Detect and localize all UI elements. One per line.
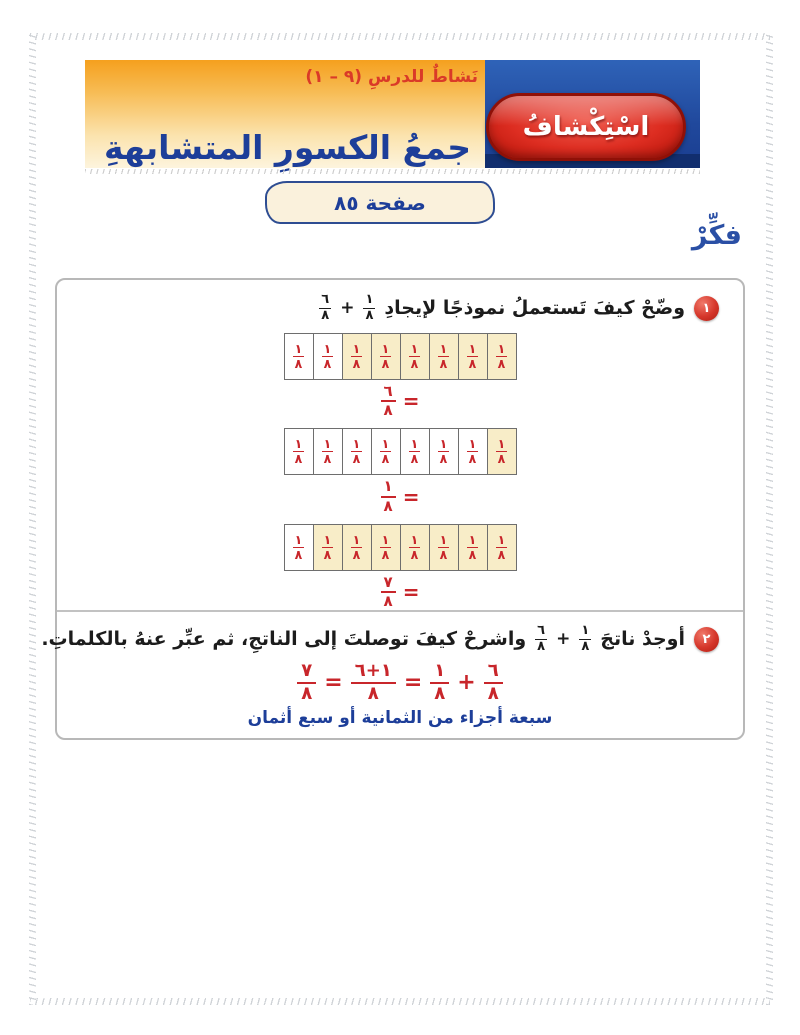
lesson-header-banner <box>85 60 700 168</box>
equation-result-fraction: $\frac{٧}{٨}$ <box>297 661 316 704</box>
fraction-cell: $\frac{١}{٨}$ <box>400 524 430 571</box>
fraction-strip <box>284 333 517 380</box>
question-1-number-badge: ١ <box>694 296 719 321</box>
question-1-line <box>57 293 743 324</box>
fraction-cell: $\frac{١}{٨}$ <box>371 524 401 571</box>
explore-badge-label: اسْتِكْشافُ <box>522 112 650 142</box>
equation-addend-a-fraction: $\frac{١}{٨}$ <box>430 661 449 704</box>
explore-badge <box>486 93 686 161</box>
equals-sign: = <box>402 484 420 509</box>
fraction-strip-block-3 <box>284 524 517 611</box>
plus-sign: + <box>457 670 476 696</box>
fraction-cell: $\frac{١}{٨}$ <box>429 428 459 475</box>
fraction-strip <box>284 524 517 571</box>
header-underline <box>85 169 700 174</box>
answer-in-words: سبعة أجزاء من الثمانية أو سبع أثمان <box>247 708 553 729</box>
lesson-title: جمعُ الكسورِ المتشابهةِ <box>103 127 472 167</box>
fraction-strip-block-1 <box>284 333 517 420</box>
strip-result-1 <box>284 383 517 420</box>
question-2-fraction-b: $\frac{٦}{٨}$ <box>537 623 546 654</box>
question-2-prompt-start: أوجدْ ناتجَ <box>600 628 685 651</box>
fraction-cell: $\frac{١}{٨}$ <box>284 524 314 571</box>
fraction-cell: $\frac{١}{٨}$ <box>487 428 517 475</box>
fraction-cell: $\frac{١}{٨}$ <box>284 333 314 380</box>
page-number-sticker <box>265 181 495 224</box>
question-2-number-badge: ٢ <box>694 627 719 652</box>
fraction-cell: $\frac{١}{٨}$ <box>487 524 517 571</box>
question-1-section <box>57 280 743 612</box>
fraction-cell: $\frac{١}{٨}$ <box>342 333 372 380</box>
equals-sign: = <box>402 389 420 414</box>
fraction-cell: $\frac{١}{٨}$ <box>371 428 401 475</box>
equals-sign: = <box>324 670 343 696</box>
fraction-cell: $\frac{١}{٨}$ <box>284 428 314 475</box>
fraction-strip-block-2 <box>284 428 517 515</box>
plus-sign: + <box>556 629 571 650</box>
think-heading: فكِّرْ <box>691 220 742 251</box>
question-2-fraction-a: $\frac{١}{٨}$ <box>581 623 590 654</box>
fraction-cell: $\frac{١}{٨}$ <box>400 333 430 380</box>
fraction-cell: $\frac{١}{٨}$ <box>458 428 488 475</box>
equation-addend-b-fraction: $\frac{٦}{٨}$ <box>484 661 503 704</box>
fraction-strip <box>284 428 517 475</box>
decorative-border-bottom <box>30 998 770 1005</box>
fraction-cell: $\frac{١}{٨}$ <box>313 333 343 380</box>
fraction-cell: $\frac{١}{٨}$ <box>313 524 343 571</box>
fraction-cell: $\frac{١}{٨}$ <box>342 428 372 475</box>
fraction-cell: $\frac{١}{٨}$ <box>400 428 430 475</box>
decorative-border-top <box>30 33 770 40</box>
fraction-cell: $\frac{١}{٨}$ <box>429 524 459 571</box>
fraction-cell: $\frac{١}{٨}$ <box>313 428 343 475</box>
fraction-cell: $\frac{١}{٨}$ <box>429 333 459 380</box>
strip-result-3 <box>284 574 517 611</box>
fraction-cell: $\frac{١}{٨}$ <box>371 333 401 380</box>
question-1-prompt: وضّحْ كيفَ تَستعملُ نموذجًا لإيجادِ <box>384 297 685 320</box>
questions-box <box>41 278 745 740</box>
question-2-section <box>41 612 743 729</box>
fraction-cell: $\frac{١}{٨}$ <box>458 333 488 380</box>
plus-sign: + <box>340 298 355 319</box>
fraction-cell: $\frac{١}{٨}$ <box>487 333 517 380</box>
decorative-border-left <box>29 33 36 1005</box>
question-1-fraction-b: $\frac{٦}{٨}$ <box>321 292 330 323</box>
strip-result-2-fraction: $\frac{١}{٨}$ <box>381 478 396 515</box>
page-number-label: صفحة ٨٥ <box>334 190 426 215</box>
decorative-border-right <box>766 33 773 1005</box>
fraction-cell: $\frac{١}{٨}$ <box>342 524 372 571</box>
equals-sign: = <box>402 580 420 605</box>
answer-equation <box>57 661 743 704</box>
lesson-number-label: نَشاطٌ للدرسِ (٩ – ١) <box>305 67 478 87</box>
question-2-line <box>41 623 743 655</box>
question-2-prompt-end: واشرحْ كيفَ توصلتَ إلى الناتجِ، ثم عبِّر عنهُ بالكلماتِ. <box>41 628 527 651</box>
strip-result-1-fraction: $\frac{٦}{٨}$ <box>381 383 396 420</box>
fraction-cell: $\frac{١}{٨}$ <box>458 524 488 571</box>
strip-result-3-fraction: $\frac{٧}{٨}$ <box>381 574 396 611</box>
question-1-fraction-a: $\frac{١}{٨}$ <box>365 292 374 323</box>
strip-result-2 <box>284 478 517 515</box>
equation-sum-fraction: $\frac{١+٦}{٨}$ <box>351 661 396 704</box>
equals-sign: = <box>403 670 423 696</box>
